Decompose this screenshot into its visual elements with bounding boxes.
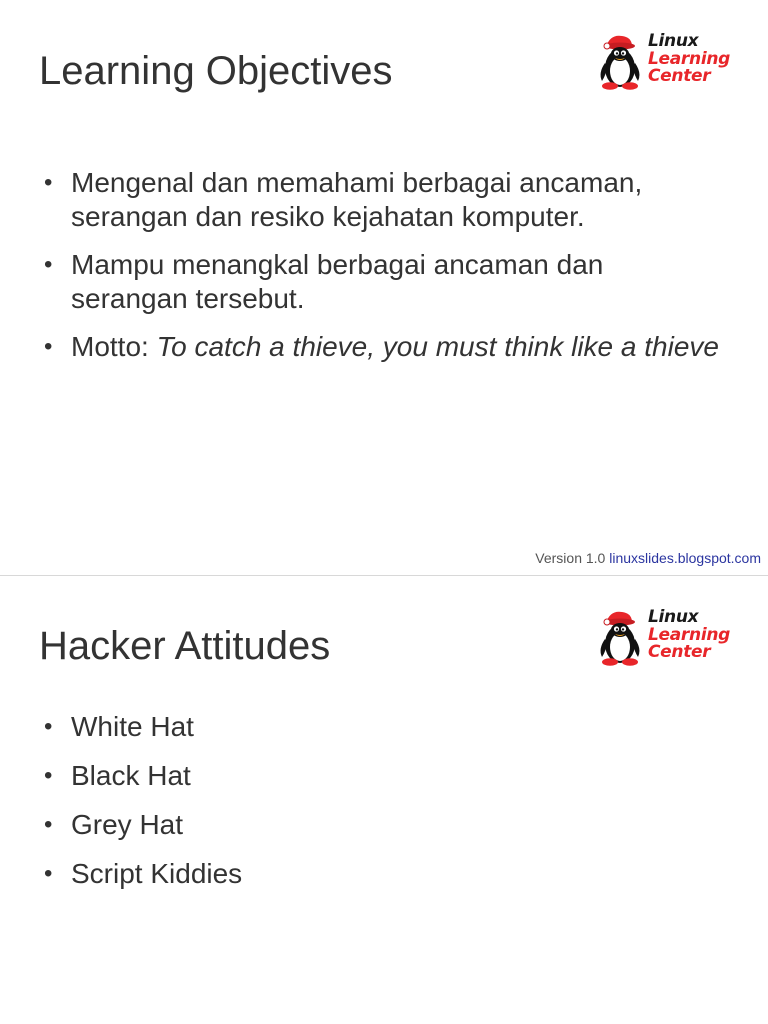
bullet-dot: •: [44, 713, 53, 740]
linux-learning-center-logo: [596, 33, 758, 91]
bullet-list: [0, 166, 720, 378]
bullet-dot: •: [44, 811, 53, 838]
bullet-dot: •: [44, 333, 53, 360]
logo-line-learning: Learning: [648, 48, 731, 69]
bullet-text: Black Hat: [71, 760, 191, 791]
list-item: [0, 759, 720, 793]
bullet-dot: •: [44, 251, 53, 278]
bullet-text: Mengenal dan memahami berbagai ancaman, serangan dan resiko kejahatan komputer.: [71, 167, 643, 232]
motto-label: Motto:: [71, 331, 157, 362]
linux-learning-center-logo: [596, 609, 758, 667]
list-item: [0, 330, 720, 364]
bullet-dot: •: [44, 169, 53, 196]
logo-line-center: Center: [648, 642, 711, 662]
list-item: [0, 166, 720, 234]
penguin-logo-icon: [596, 33, 644, 91]
slide-footer: [535, 549, 761, 567]
bullet-text: Mampu menangkal berbagai ancaman dan serangan tersebut.: [71, 249, 604, 314]
logo-wordmark: [648, 609, 730, 662]
bullet-dot: •: [44, 762, 53, 789]
logo-line-linux: Linux: [648, 31, 699, 51]
version-label: Version 1.0: [535, 550, 606, 566]
penguin-logo-icon: [596, 609, 644, 667]
list-item: [0, 857, 720, 891]
logo-line-center: Center: [648, 66, 711, 86]
list-item: [0, 248, 720, 316]
bullet-text: Script Kiddies: [71, 858, 243, 889]
logo-line-linux: Linux: [648, 607, 699, 627]
logo-line-learning: Learning: [648, 624, 731, 645]
bullet-dot: •: [44, 860, 53, 887]
slide-title: Hacker Attitudes: [39, 624, 331, 668]
website-link[interactable]: linuxslides.blogspot.com: [609, 550, 761, 566]
motto-text: To catch a thieve, you must think like a thieve: [156, 331, 719, 362]
slide-title: Learning Objectives: [39, 49, 393, 93]
bullet-list: [0, 710, 720, 906]
bullet-text: White Hat: [71, 711, 194, 742]
logo-wordmark: [648, 33, 730, 86]
slide-hacker-attitudes: [0, 576, 768, 1024]
list-item: [0, 808, 720, 842]
bullet-text: Grey Hat: [71, 809, 184, 840]
list-item: [0, 710, 720, 744]
